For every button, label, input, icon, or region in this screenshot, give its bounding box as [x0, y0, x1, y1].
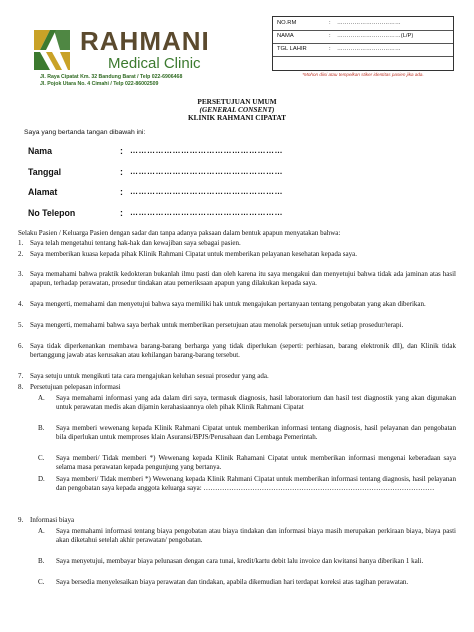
tgl-lahir-field[interactable]: ……………………………: [337, 46, 401, 52]
statement-text: Selaku Pasien / Keluarga Pasien dengan sadar dan tanpa adanya paksaan dalam bentuk apapun menyatakan bahwa:: [18, 229, 341, 237]
field-colon: :: [120, 146, 123, 156]
field-input-alamat[interactable]: ………………………………………………: [130, 187, 283, 196]
norm-colon: :: [329, 20, 331, 26]
patient-box-note: *Mohon diisi atau tempelkan stiker identitas pasien jika ada.: [302, 72, 424, 77]
field-label-tanggal: Tanggal: [28, 167, 62, 177]
list-item: 1. Saya telah mengetahui tentang hak-hak dan kewajiban saya sebagai pasien.: [18, 239, 241, 247]
address-line-1: Jl. Raya Cipatat Km. 32 Bandung Barat / Telp 022-6906468: [40, 74, 183, 80]
field-colon: :: [120, 187, 123, 197]
nama-colon: :: [329, 33, 331, 39]
clinic-title: KLINIK RAHMANI CIPATAT: [188, 113, 286, 122]
tgl-lahir-colon: :: [329, 46, 331, 52]
field-input-nama[interactable]: ………………………………………………: [130, 146, 283, 155]
list-item: 8. Persetujuan pelepasan informasi: [18, 383, 121, 391]
list-item: 6. Saya tidak diperkenankan membawa barang-barang berharga yang tidak diperlukan (seperti: perhiasan, barang elektronik dll), dan Klinik tidak bertanggung jawab atas kerusakan atau kehilangan barang-barang tersebut.: [18, 342, 456, 359]
patient-identity-box: [272, 16, 454, 71]
field-label-nama: Nama: [28, 146, 52, 156]
document-title: PERSETUJUAN UMUM: [197, 97, 277, 106]
sub-list-item: C. Saya memberi/ Tidak memberi *) Wewenang kepada Klinik Rahamani Cipatat untuk memberikan informasi mengenai keberadaan saya selama masa perawatan kepada pengunjung yang bertanya.: [38, 454, 456, 471]
brand-name: RAHMANI: [80, 26, 210, 56]
nama-field[interactable]: ……………………………(L/P): [337, 33, 414, 39]
brand-subtitle: Medical Clinic: [108, 55, 201, 72]
tgl-lahir-label: TGL LAHIR: [277, 46, 307, 52]
sub-list-item: B. Saya memberi wewenang kepada Klinik Rahmani Cipatat untuk memberikan informasi tentang diagnosis, hasil pelayanan dan pengobatan bila diperlukan untuk memproses klain Asuransi/BPJS/Perusahaan dan Lembaga Pemerintah.: [38, 424, 456, 441]
list-item: 5. Saya mengerti, memahami bahwa saya berhak untuk memberikan persetujuan atau menolak persetujuan untuk setiap prosedur/terapi.: [18, 321, 404, 329]
sub-list-item: C. Saya bersedia menyelesaikan biaya perawatan dan tindakan, apabila dikemudian hari terdapat koreksi atas tagihan perawatan.: [38, 578, 409, 586]
document-subtitle: (GENERAL CONSENT): [199, 105, 275, 114]
list-item: 3. Saya memahami bahwa praktik kedokteran bukanlah ilmu pasti dan oleh karena itu saya mengakui dan menyetujui bahwa tidak ada jaminan atas hasil apapun, terhadap perawatan, prosedur tindakan atau pemeriksaan apapun yang dilakukan kepada saya.: [18, 270, 456, 287]
list-item: 4. Saya mengerti, memahami dan menyetujui bahwa saya memiliki hak untuk mengajukan pertanyaan tentang pengobatan yang akan diberikan.: [18, 300, 426, 308]
sub-list-item: A. Saya memahami informasi tentang biaya pengobatan atau biaya tindakan dan informasi biaya masih merupakan perkiraan biaya, biaya pasti akan diketahui setelah akhir perawatan/ pengobatan.: [38, 527, 456, 544]
norm-label: NO.RM: [277, 20, 297, 26]
list-item: 2. Saya memberikan kuasa kepada pihak Klinik Rahmani Cipatat untuk memberikan pelayanan kesehatan kepada saya.: [18, 250, 357, 258]
list-item: 7. Saya setuju untuk mengikuti tata cara mengajukan keluhan sesuai prosedur yang ada.: [18, 372, 269, 380]
field-colon: :: [120, 208, 123, 218]
sub-list-item: D. Saya memberi/ Tidak memberi *) Wewenang kepada Klinik Rahmani Cipatat untuk memberikan informasi tentang diagnosis, hasil pelayanan dan pengobatan saya kepada anggota keluarga saya: ………………………………………………………………………………………: [38, 475, 456, 492]
field-input-tanggal[interactable]: ………………………………………………: [130, 167, 283, 176]
field-label-telepon: No Telepon: [28, 208, 76, 218]
list-item: 9. Informasi biaya: [18, 516, 75, 524]
intro-text: Saya yang bertanda tangan dibawah ini:: [24, 129, 146, 136]
sub-list-item: B. Saya menyetujui, membayar biaya pelunasan dengan cara tunai, kredit/kartu debit lalu invoice dan kwitansi hanya diberikan 1 kali.: [38, 557, 424, 565]
sub-list-item: A. Saya memahami informasi yang ada dalam diri saya, termasuk diagnosis, hasil laboratorium dan hasil test diagnostik yang akan digunakan untuk perawatan medis akan dijamin kerahasiaannya oleh pihak Klinik Rahmani Cipatat: [38, 394, 456, 411]
norm-field[interactable]: ……………………………: [337, 20, 401, 26]
field-colon: :: [120, 167, 123, 177]
field-input-telepon[interactable]: ………………………………………………: [130, 208, 283, 217]
clinic-logo-icon: [30, 28, 74, 72]
nama-label: NAMA: [277, 33, 294, 39]
address-line-2: Jl. Pojok Utara No. 4 Cimahi / Telp 022-86002509: [40, 81, 159, 87]
field-label-alamat: Alamat: [28, 187, 58, 197]
